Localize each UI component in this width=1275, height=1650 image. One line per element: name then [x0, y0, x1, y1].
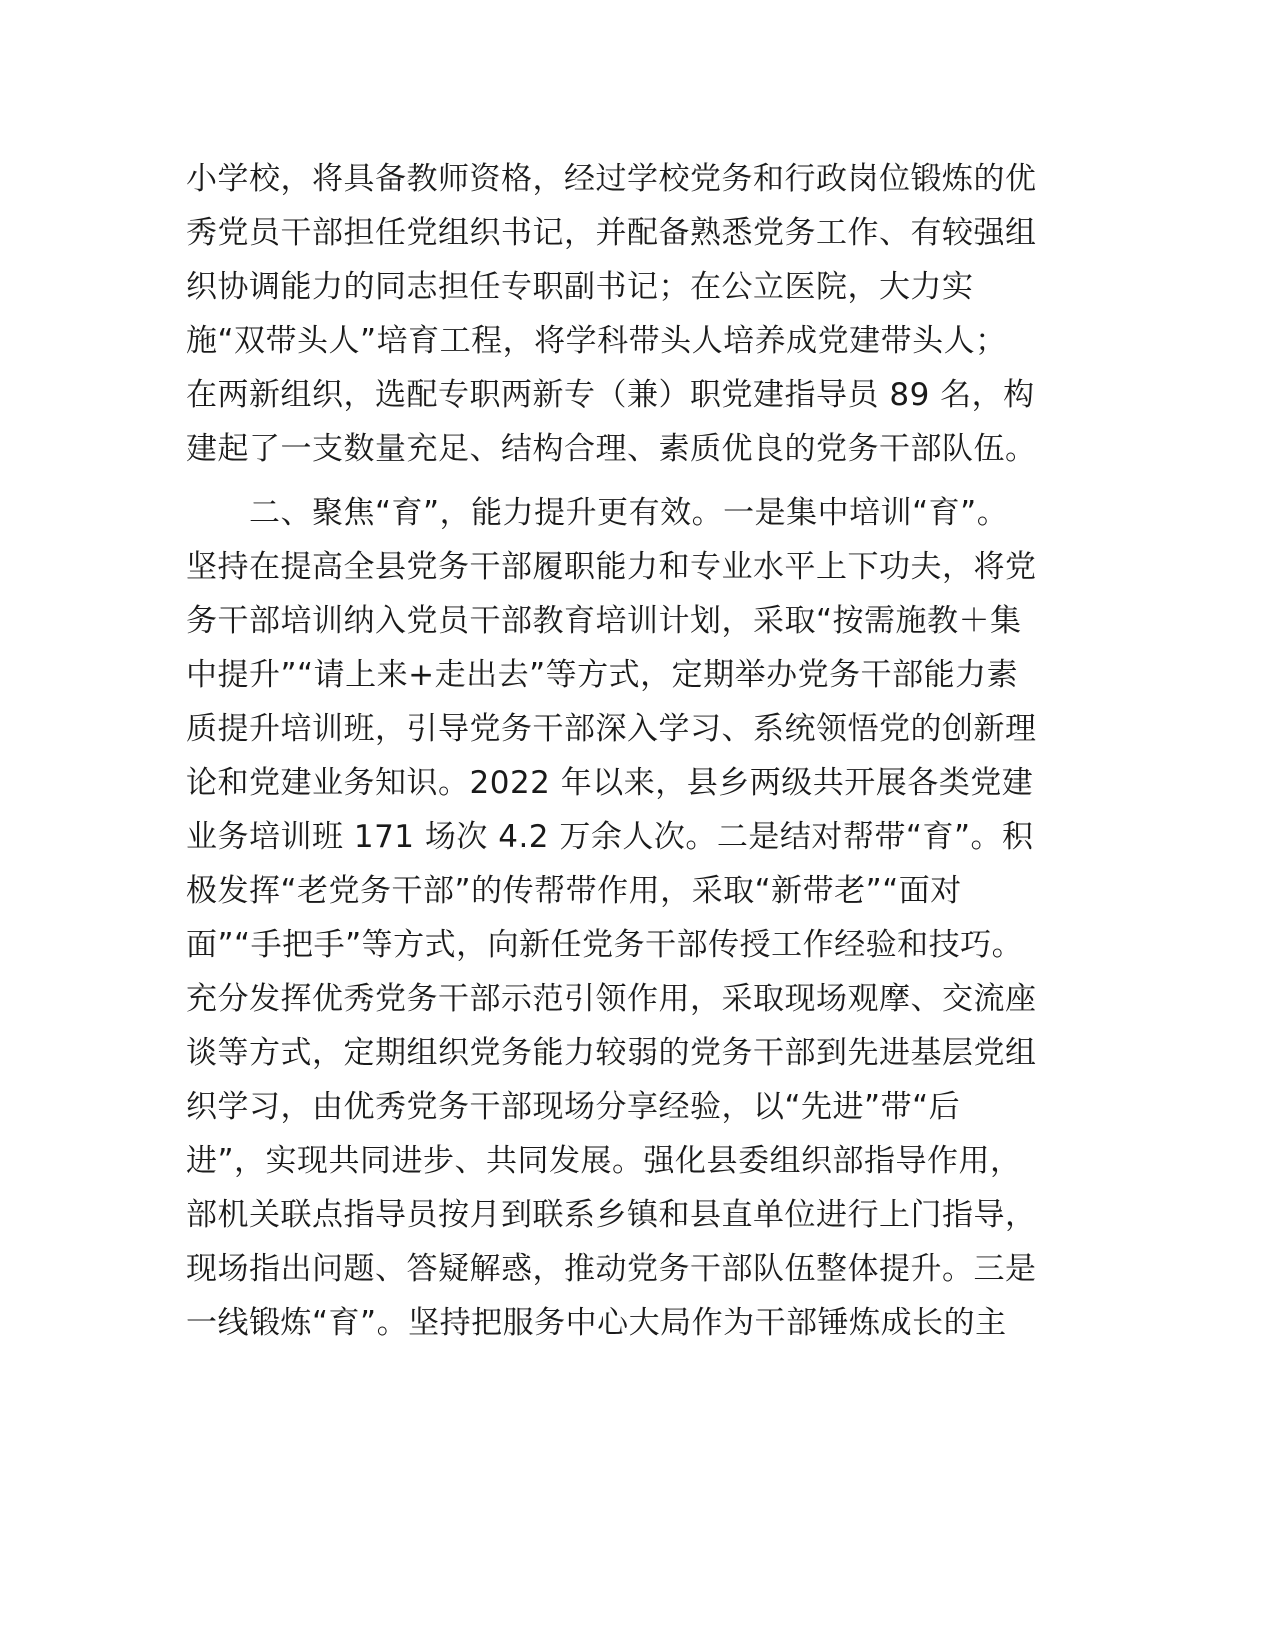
paragraph-spacer	[186, 476, 1086, 486]
text-line: 面”“手把手”等方式，向新任党务干部传授工作经验和技巧。	[186, 927, 1024, 963]
paragraph-1	[186, 152, 1086, 476]
text-line: 谈等方式，定期组织党务能力较弱的党务干部到先进基层党组	[186, 1035, 1037, 1071]
text-line: 充分发挥优秀党务干部示范引领作用，采取现场观摩、交流座	[186, 981, 1037, 1017]
text-line: 织学习，由优秀党务干部现场分享经验，以“先进”带“后	[186, 1089, 961, 1125]
text-line: 质提升培训班，引导党务干部深入学习、系统领悟党的创新理	[186, 711, 1037, 747]
text-line: 建起了一支数量充足、结构合理、素质优良的党务干部队伍。	[186, 431, 1037, 467]
text-line: 施“双带头人”培育工程，将学科带头人培养成党建带头人；	[186, 323, 1007, 359]
text-line: 论和党建业务知识。2022 年以来，县乡两级共开展各类党建	[186, 765, 1034, 801]
document-body	[186, 152, 1086, 1350]
text-line: 小学校，将具备教师资格，经过学校党务和行政岗位锻炼的优	[186, 161, 1037, 197]
paragraph-2	[186, 486, 1086, 1350]
text-line: 坚持在提高全县党务干部履职能力和专业水平上下功夫，将党	[186, 549, 1037, 585]
text-line: 部机关联点指导员按月到联系乡镇和县直单位进行上门指导，	[186, 1197, 1037, 1233]
text-line: 织协调能力的同志担任专职副书记；在公立医院，大力实	[186, 269, 974, 305]
text-line: 秀党员干部担任党组织书记，并配备熟悉党务工作、有较强组	[186, 215, 1037, 251]
text-line: 中提升”“请上来+走出去”等方式，定期举办党务干部能力素	[186, 657, 1019, 693]
text-line: 务干部培训纳入党员干部教育培训计划，采取“按需施教＋集	[186, 603, 1022, 639]
text-line: 二、聚焦“育”，能力提升更有效。一是集中培训“育”。	[186, 495, 1009, 531]
text-line: 业务培训班 171 场次 4.2 万余人次。二是结对帮带“育”。积	[186, 819, 1034, 855]
text-line: 在两新组织，选配专职两新专（兼）职党建指导员 89 名，构	[186, 377, 1035, 413]
text-line: 进”，实现共同进步、共同发展。强化县委组织部指导作用，	[186, 1143, 1022, 1179]
text-line: 极发挥“老党务干部”的传帮带作用，采取“新带老”“面对	[186, 873, 962, 909]
text-line: 一线锻炼“育”。坚持把服务中心大局作为干部锤炼成长的主	[186, 1305, 1007, 1341]
text-line: 现场指出问题、答疑解惑，推动党务干部队伍整体提升。三是	[186, 1251, 1037, 1287]
